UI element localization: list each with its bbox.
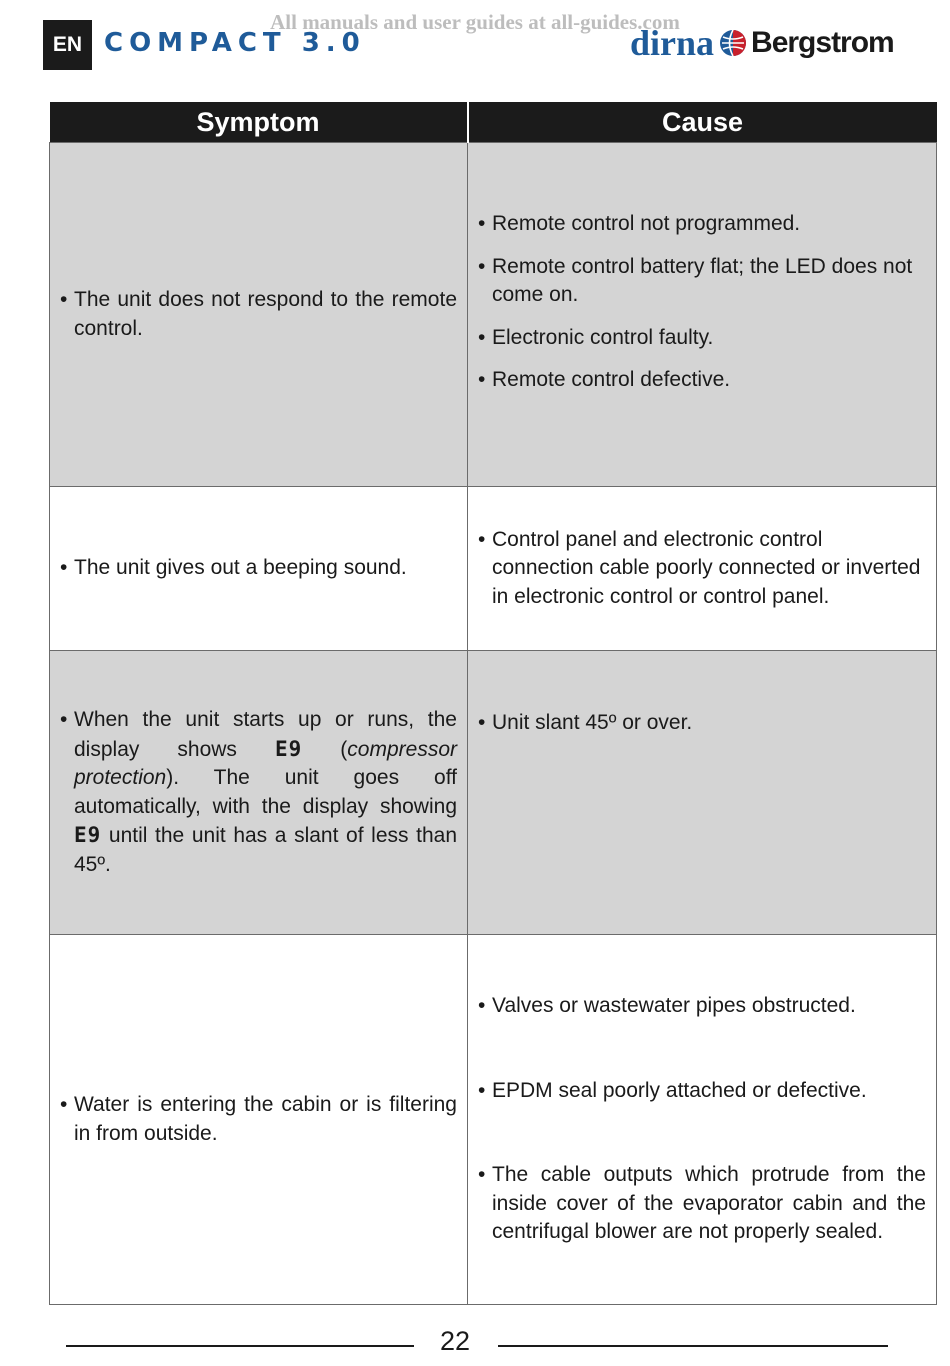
cause-item: • Remote control defective.	[478, 366, 926, 395]
symptom-cell	[50, 651, 468, 935]
symptom-header: Symptom	[50, 102, 468, 143]
cause-cell	[468, 143, 937, 487]
table-row	[50, 487, 937, 651]
cause-item: • Remote control battery flat; the LED does not come on.	[478, 253, 926, 310]
symptom-text: until the unit has a slant of less than 45º.	[74, 824, 457, 876]
symptom-italic: compressor protection	[74, 737, 457, 789]
table-row	[50, 143, 937, 487]
globe-icon	[718, 28, 748, 58]
brand-primary: dirna	[630, 23, 715, 63]
brand-secondary: Bergstrom	[751, 26, 894, 59]
watermark: All manuals and user guides at all-guides.com	[270, 10, 680, 34]
cause-item: • Unit slant 45º or over.	[478, 709, 926, 738]
cause-cell	[468, 651, 937, 935]
model-title: COMPACT 3.0	[104, 28, 366, 58]
symptom-cell	[50, 143, 468, 487]
cause-item: • Remote control not programmed.	[478, 210, 926, 239]
cause-item: • Valves or wastewater pipes obstructed.	[478, 992, 926, 1021]
cause-item: • Electronic control faulty.	[478, 324, 926, 353]
symptom-cell	[50, 487, 468, 651]
footer-rule-right	[498, 1345, 888, 1347]
footer-rule-left	[66, 1345, 414, 1347]
table-row	[50, 935, 937, 1305]
cause-item: • EPDM seal poorly attached or defective.	[478, 1077, 926, 1106]
cause-cell	[468, 935, 937, 1305]
troubleshooting-table	[49, 102, 937, 1305]
cause-cell	[468, 487, 937, 651]
table-header-row	[50, 102, 937, 143]
symptom-text: ). The unit goes off automatically, with the display showing	[74, 766, 457, 818]
display-code: E9	[274, 736, 303, 761]
language-badge: EN	[43, 20, 92, 70]
symptom-text: (	[302, 737, 348, 761]
symptom-text: When the unit starts up or runs, the display shows	[74, 708, 457, 761]
symptom-cell	[50, 935, 468, 1305]
brand-logo	[630, 22, 894, 64]
cause-header: Cause	[468, 102, 937, 143]
cause-item: • Control panel and electronic control connection cable poorly connected or inverted in electronic control or control panel.	[478, 526, 926, 612]
symptom-item	[60, 706, 457, 879]
symptom-item: • Water is entering the cabin or is filtering in from outside.	[60, 1091, 457, 1148]
page-footer	[0, 1326, 950, 1366]
symptom-item: • The unit does not respond to the remote control.	[60, 286, 457, 343]
display-code: E9	[74, 823, 102, 847]
page-number: 22	[439, 1326, 471, 1356]
table-row	[50, 651, 937, 935]
symptom-item: • The unit gives out a beeping sound.	[60, 554, 457, 583]
cause-item: • The cable outputs which protrude from the inside cover of the evaporator cabin and the centrifugal blower are not properly sealed.	[478, 1161, 926, 1247]
